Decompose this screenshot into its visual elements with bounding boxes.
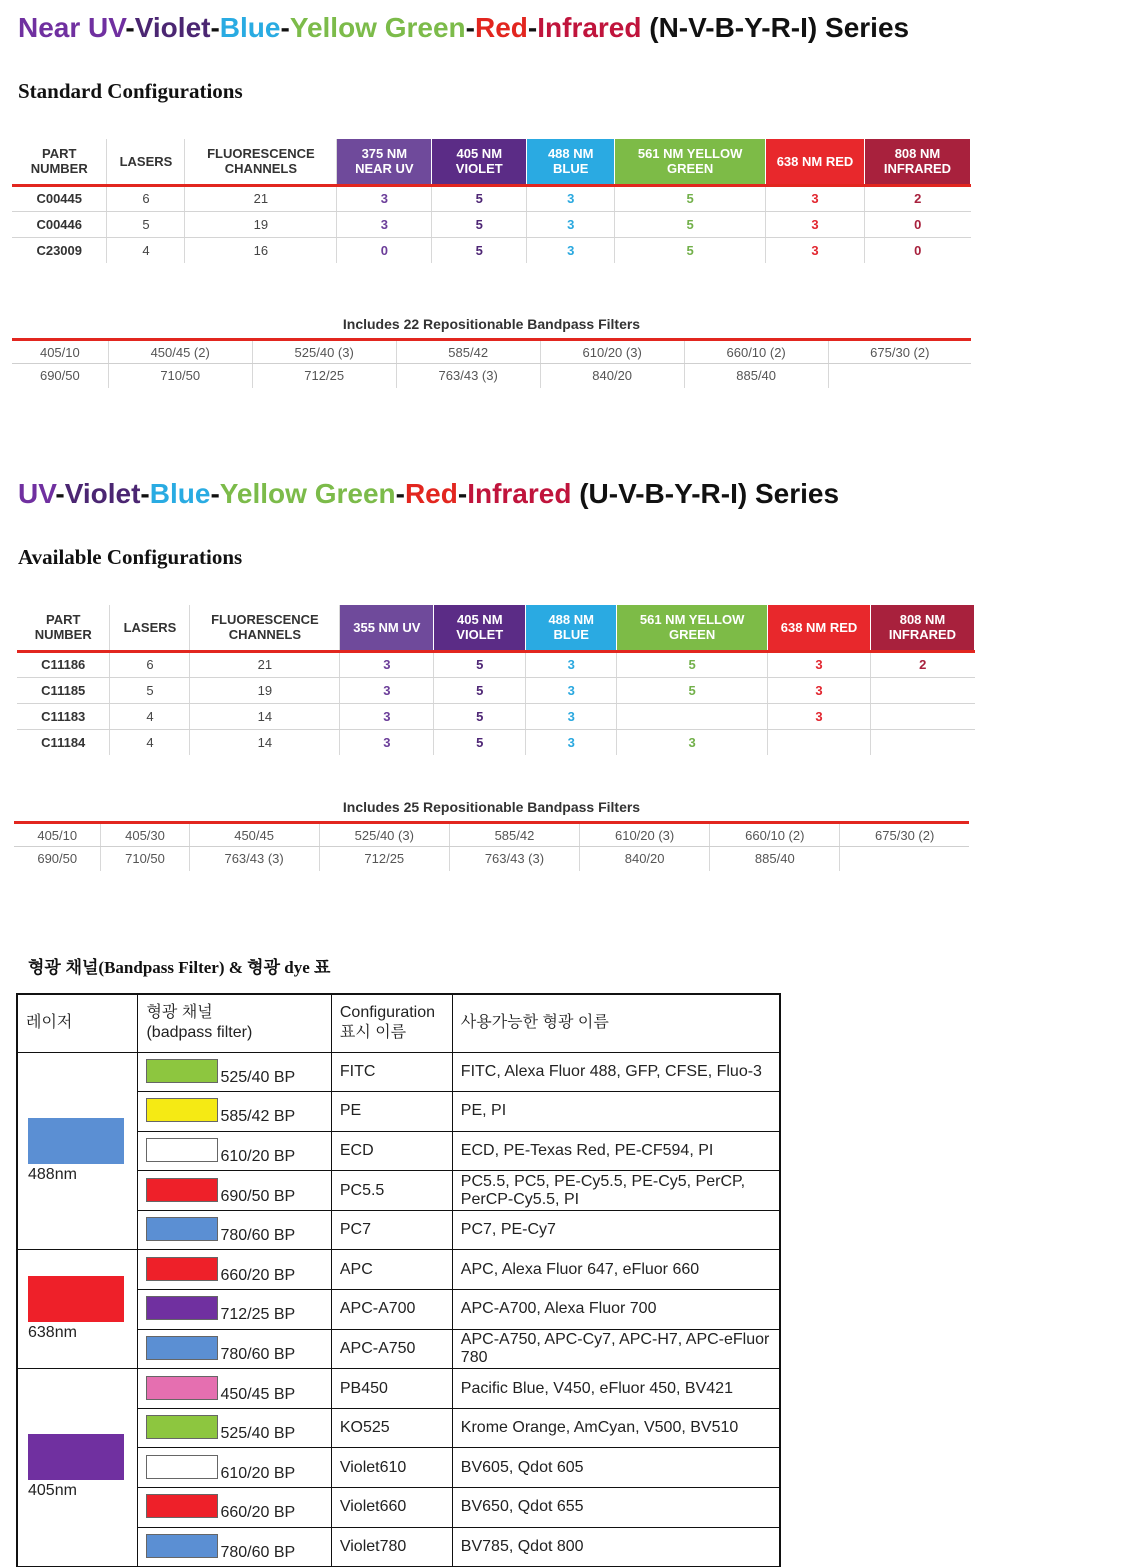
violet-value: 5 xyxy=(432,185,527,211)
title-part-violet: Violet xyxy=(134,12,211,43)
dye-names: ECD, PE-Texas Red, PE-CF594, PI xyxy=(452,1131,780,1171)
filter-cell xyxy=(138,1092,331,1132)
title-sep: - xyxy=(457,478,468,509)
yellow-green-value: 5 xyxy=(615,185,766,211)
filter-cell: 712/25 xyxy=(252,364,396,388)
dye-names: PC5.5, PC5, PE-Cy5.5, PE-Cy5, PerCP, PerCP-Cy5.5, PI xyxy=(452,1171,780,1211)
filter-color-swatch xyxy=(146,1059,218,1083)
filter-name: 660/20 BP xyxy=(220,1504,296,1522)
config-table-2 xyxy=(17,605,975,755)
section1-subtitle: Standard Configurations xyxy=(18,79,243,103)
table-row xyxy=(12,185,971,211)
laser-wavelength: 488nm xyxy=(28,1165,77,1183)
col-infrared: 808 NM INFRARED xyxy=(870,605,974,651)
laser-color-swatch xyxy=(28,1276,124,1322)
blue-value: 3 xyxy=(526,651,617,677)
filter-row xyxy=(14,847,969,871)
channels-count: 19 xyxy=(190,677,340,703)
blue-value: 3 xyxy=(527,185,615,211)
col-laser: 레이저 xyxy=(17,994,138,1052)
dye-names: BV650, Qdot 655 xyxy=(452,1488,780,1528)
lasers-count: 5 xyxy=(107,211,185,237)
filter-cell: 690/50 xyxy=(12,364,108,388)
config-name: APC-A700 xyxy=(331,1290,452,1330)
channels-count: 14 xyxy=(190,703,340,729)
col-red: 638 NM RED xyxy=(768,605,871,651)
filter-color-swatch xyxy=(146,1178,218,1202)
lasers-count: 4 xyxy=(110,729,190,755)
col-part-number: PART NUMBER xyxy=(12,139,107,185)
red-value: 3 xyxy=(768,703,871,729)
table-row xyxy=(17,1052,780,1092)
filter-cell xyxy=(138,1052,331,1092)
violet-value: 5 xyxy=(434,703,526,729)
col-blue: 488 NM BLUE xyxy=(527,139,615,185)
filter-cell: 712/25 xyxy=(319,847,449,871)
dye-title-ko3: 표 xyxy=(314,958,331,977)
part-number: C11184 xyxy=(17,729,110,755)
filter-cell: 450/45 xyxy=(189,823,319,847)
title-part-yellow-green: Yellow Green xyxy=(289,12,466,43)
channels-count: 19 xyxy=(185,211,337,237)
filter-cell xyxy=(138,1250,331,1290)
section2-subtitle: Available Configurations xyxy=(18,545,243,569)
title-sep: - xyxy=(395,478,405,509)
filter-name: 780/60 BP xyxy=(220,1345,296,1363)
blue-value: 3 xyxy=(526,729,617,755)
red-value xyxy=(768,729,871,755)
col-infrared: 808 NM INFRARED xyxy=(864,139,970,185)
filter-cell: 525/40 (3) xyxy=(252,340,396,364)
col-red: 638 NM RED xyxy=(766,139,865,185)
yellow-green-value: 5 xyxy=(615,211,766,237)
filter-cell: 585/42 xyxy=(449,823,579,847)
title-part-blue: Blue xyxy=(219,12,281,43)
col-yellow-green: 561 NM YELLOW GREEN xyxy=(617,605,768,651)
blue-value: 3 xyxy=(527,237,615,263)
config-name: PC7 xyxy=(331,1210,452,1250)
filter-cell: 585/42 xyxy=(396,340,540,364)
title-sep: - xyxy=(527,12,538,43)
filter-cell: 710/50 xyxy=(108,364,252,388)
laser-wavelength: 405nm xyxy=(28,1482,77,1500)
filter-color-swatch xyxy=(146,1296,218,1320)
config-name: KO525 xyxy=(331,1408,452,1448)
title-part-red: Red xyxy=(404,478,458,509)
filter-cell: 610/20 (3) xyxy=(540,340,684,364)
filter-cell: 763/43 (3) xyxy=(449,847,579,871)
lasers-count: 6 xyxy=(107,185,185,211)
col-near-uv: 375 NM NEAR UV xyxy=(337,139,432,185)
filter-cell: 885/40 xyxy=(684,364,828,388)
filter-cell xyxy=(138,1369,331,1409)
filter-name: 712/25 BP xyxy=(220,1306,296,1324)
laser-cell xyxy=(17,1369,138,1567)
dye-names: BV785, Qdot 800 xyxy=(452,1527,780,1567)
dye-names: PC7, PE-Cy7 xyxy=(452,1210,780,1250)
config-table-1 xyxy=(12,139,971,263)
filter-cell xyxy=(138,1171,331,1211)
near-uv-value: 0 xyxy=(337,237,432,263)
filter-name: 525/40 BP xyxy=(220,1425,296,1443)
violet-value: 5 xyxy=(432,237,527,263)
filter-cell: 610/20 (3) xyxy=(580,823,710,847)
filter-color-swatch xyxy=(146,1534,218,1558)
filter-cell: 405/10 xyxy=(12,340,108,364)
yellow-green-value: 5 xyxy=(615,237,766,263)
dye-table xyxy=(16,993,781,1567)
filter-name: 525/40 BP xyxy=(220,1068,296,1086)
filter-color-swatch xyxy=(146,1455,218,1479)
filter-color-swatch xyxy=(146,1376,218,1400)
laser-color-swatch xyxy=(28,1434,124,1480)
infrared-value: 2 xyxy=(870,651,974,677)
filter-color-swatch xyxy=(146,1415,218,1439)
channels-count: 16 xyxy=(185,237,337,263)
dye-title-ko2: 형광 xyxy=(247,958,281,977)
dye-names: Krome Orange, AmCyan, V500, BV510 xyxy=(452,1408,780,1448)
filter-color-swatch xyxy=(146,1217,218,1241)
filter-color-swatch xyxy=(146,1257,218,1281)
section1-title xyxy=(18,12,909,44)
part-number: C23009 xyxy=(12,237,107,263)
col-lasers: LASERS xyxy=(110,605,190,651)
col-lasers: LASERS xyxy=(107,139,185,185)
filter-cell xyxy=(138,1527,331,1567)
col-uv: 355 NM UV xyxy=(340,605,434,651)
red-value: 3 xyxy=(766,237,865,263)
title-part-uv: UV xyxy=(18,478,56,509)
table-row xyxy=(17,1369,780,1409)
part-number: C11185 xyxy=(17,677,110,703)
filter-row xyxy=(14,823,969,847)
red-value: 3 xyxy=(766,185,865,211)
laser-color-swatch xyxy=(28,1118,124,1164)
title-part-infrared: Infrared xyxy=(537,12,642,43)
violet-value: 5 xyxy=(432,211,527,237)
filter-cell: 840/20 xyxy=(580,847,710,871)
near-uv-value: 3 xyxy=(337,185,432,211)
config-name: APC-A750 xyxy=(331,1329,452,1369)
laser-cell xyxy=(17,1052,138,1250)
filter-color-swatch xyxy=(146,1494,218,1518)
col-fluorescence-channels: FLUORESCENCE CHANNELS xyxy=(190,605,340,651)
title-part-code: (U-V-B-Y-R-I) Series xyxy=(571,478,840,509)
filter-cell: 885/40 xyxy=(710,847,840,871)
table-row xyxy=(17,677,975,703)
uv-value: 3 xyxy=(340,703,434,729)
filter-cell xyxy=(840,847,969,871)
near-uv-value: 3 xyxy=(337,211,432,237)
violet-value: 5 xyxy=(434,651,526,677)
config-name: PB450 xyxy=(331,1369,452,1409)
title-sep: - xyxy=(280,12,290,43)
filter-cell: 660/10 (2) xyxy=(684,340,828,364)
filter-name: 610/20 BP xyxy=(220,1464,296,1482)
channels-count: 21 xyxy=(190,651,340,677)
col-violet: 405 NM VIOLET xyxy=(434,605,526,651)
filter-name: 780/60 BP xyxy=(220,1543,296,1561)
laser-wavelength: 638nm xyxy=(28,1324,77,1342)
filter-cell: 675/30 (2) xyxy=(828,340,971,364)
filter-name: 450/45 BP xyxy=(220,1385,296,1403)
title-part-red: Red xyxy=(475,12,528,43)
lasers-count: 4 xyxy=(107,237,185,263)
col-available-dyes: 사용가능한 형광 이름 xyxy=(452,994,780,1052)
filter-cell xyxy=(138,1131,331,1171)
title-part-violet: Violet xyxy=(64,478,141,509)
col-fluorescence-channels: FLUORESCENCE CHANNELS xyxy=(185,139,337,185)
laser-cell xyxy=(17,1250,138,1369)
blue-value: 3 xyxy=(527,211,615,237)
infrared-value xyxy=(870,703,974,729)
title-part-infrared: Infrared xyxy=(467,478,572,509)
filter-name: 780/60 BP xyxy=(220,1227,296,1245)
filters-title-1: Includes 22 Repositionable Bandpass Filters xyxy=(342,316,641,332)
infrared-value xyxy=(870,729,974,755)
config-name: ECD xyxy=(331,1131,452,1171)
dye-names: APC-A700, Alexa Fluor 700 xyxy=(452,1290,780,1330)
dye-names: FITC, Alexa Fluor 488, GFP, CFSE, Fluo-3 xyxy=(452,1052,780,1092)
filter-cell: 405/30 xyxy=(101,823,189,847)
filter-cell: 763/43 (3) xyxy=(396,364,540,388)
violet-value: 5 xyxy=(434,677,526,703)
filter-color-swatch xyxy=(146,1098,218,1122)
blue-value: 3 xyxy=(526,703,617,729)
filter-cell xyxy=(138,1408,331,1448)
title-sep: - xyxy=(465,12,475,43)
uv-value: 3 xyxy=(340,677,434,703)
filter-cell xyxy=(138,1488,331,1528)
filter-cell xyxy=(138,1329,331,1369)
filter-cell: 690/50 xyxy=(14,847,101,871)
col-part-number: PART NUMBER xyxy=(17,605,110,651)
red-value: 3 xyxy=(768,677,871,703)
title-sep: - xyxy=(55,478,65,509)
table-row xyxy=(12,211,971,237)
filter-row xyxy=(12,364,971,388)
dye-title-en2: dye xyxy=(280,958,315,977)
dye-names: BV605, Qdot 605 xyxy=(452,1448,780,1488)
section2-title xyxy=(18,478,839,510)
table-row xyxy=(17,703,975,729)
filter-cell xyxy=(828,364,971,388)
config-name: APC xyxy=(331,1250,452,1290)
filter-name: 610/20 BP xyxy=(220,1147,296,1165)
uv-value: 3 xyxy=(340,651,434,677)
filters-title-2: Includes 25 Repositionable Bandpass Filters xyxy=(342,799,641,815)
yellow-green-value: 3 xyxy=(617,729,768,755)
title-sep: - xyxy=(125,12,135,43)
yellow-green-value xyxy=(617,703,768,729)
blue-value: 3 xyxy=(526,677,617,703)
infrared-value: 0 xyxy=(914,242,922,258)
col-fluorescence-channel: 형광 채널 (badpass filter) xyxy=(138,994,331,1052)
table-row xyxy=(12,237,971,263)
filter-color-swatch xyxy=(146,1336,218,1360)
dye-title-ko1: 형광 채널 xyxy=(28,958,99,977)
part-number: C11183 xyxy=(17,703,110,729)
channels-count: 21 xyxy=(185,185,337,211)
title-part-yellow-green: Yellow Green xyxy=(219,478,396,509)
lasers-count: 4 xyxy=(110,703,190,729)
col-blue: 488 NM BLUE xyxy=(526,605,617,651)
filter-cell: 675/30 (2) xyxy=(840,823,969,847)
filter-cell: 763/43 (3) xyxy=(189,847,319,871)
filter-cell: 710/50 xyxy=(101,847,189,871)
filter-name: 585/42 BP xyxy=(220,1108,296,1126)
red-value: 3 xyxy=(766,211,865,237)
dye-title-en1: (Bandpass Filter) & xyxy=(98,958,248,977)
config-name: Violet660 xyxy=(331,1488,452,1528)
filter-cell xyxy=(138,1290,331,1330)
config-name: FITC xyxy=(331,1052,452,1092)
filter-cell: 840/20 xyxy=(540,364,684,388)
dye-names: APC, Alexa Fluor 647, eFluor 660 xyxy=(452,1250,780,1290)
filter-cell xyxy=(138,1448,331,1488)
filters-table-1 xyxy=(12,338,971,388)
lasers-count: 5 xyxy=(110,677,190,703)
violet-value: 5 xyxy=(434,729,526,755)
title-part-code: (N-V-B-Y-R-I) Series xyxy=(641,12,910,43)
filter-cell: 450/45 (2) xyxy=(108,340,252,364)
col-violet: 405 NM VIOLET xyxy=(432,139,527,185)
filter-cell: 405/10 xyxy=(14,823,101,847)
config-name: Violet780 xyxy=(331,1527,452,1567)
part-number: C00445 xyxy=(12,185,107,211)
infrared-value xyxy=(870,677,974,703)
table-row xyxy=(17,651,975,677)
config-name: PE xyxy=(331,1092,452,1132)
col-config-name: Configuration 표시 이름 xyxy=(331,994,452,1052)
filters-table-2 xyxy=(14,821,969,871)
yellow-green-value: 5 xyxy=(617,651,768,677)
part-number: C11186 xyxy=(17,651,110,677)
config-name: PC5.5 xyxy=(331,1171,452,1211)
filter-row xyxy=(12,340,971,364)
config-name: Violet610 xyxy=(331,1448,452,1488)
uv-value: 3 xyxy=(340,729,434,755)
infrared-value: 2 xyxy=(864,185,970,211)
filter-cell xyxy=(138,1210,331,1250)
infrared-value: 0 xyxy=(864,211,970,237)
dye-names: APC-A750, APC-Cy7, APC-H7, APC-eFluor 780 xyxy=(452,1329,780,1369)
filter-color-swatch xyxy=(146,1138,218,1162)
part-number: C00446 xyxy=(12,211,107,237)
lasers-count: 6 xyxy=(110,651,190,677)
yellow-green-value: 5 xyxy=(617,677,768,703)
title-sep: - xyxy=(140,478,150,509)
table-row xyxy=(17,729,975,755)
col-yellow-green: 561 NM YELLOW GREEN xyxy=(615,139,766,185)
table-row xyxy=(17,1250,780,1290)
filter-name: 660/20 BP xyxy=(220,1266,296,1284)
title-sep: - xyxy=(210,478,220,509)
filter-cell: 660/10 (2) xyxy=(710,823,840,847)
channels-count: 14 xyxy=(190,729,340,755)
dye-table-title xyxy=(28,953,330,978)
dye-names: Pacific Blue, V450, eFluor 450, BV421 xyxy=(452,1369,780,1409)
filter-cell: 525/40 (3) xyxy=(319,823,449,847)
dye-names: PE, PI xyxy=(452,1092,780,1132)
filter-name: 690/50 BP xyxy=(220,1187,296,1205)
title-sep: - xyxy=(210,12,220,43)
title-part-blue: Blue xyxy=(149,478,211,509)
title-part-near-uv: Near UV xyxy=(18,12,126,43)
red-value: 3 xyxy=(768,651,871,677)
